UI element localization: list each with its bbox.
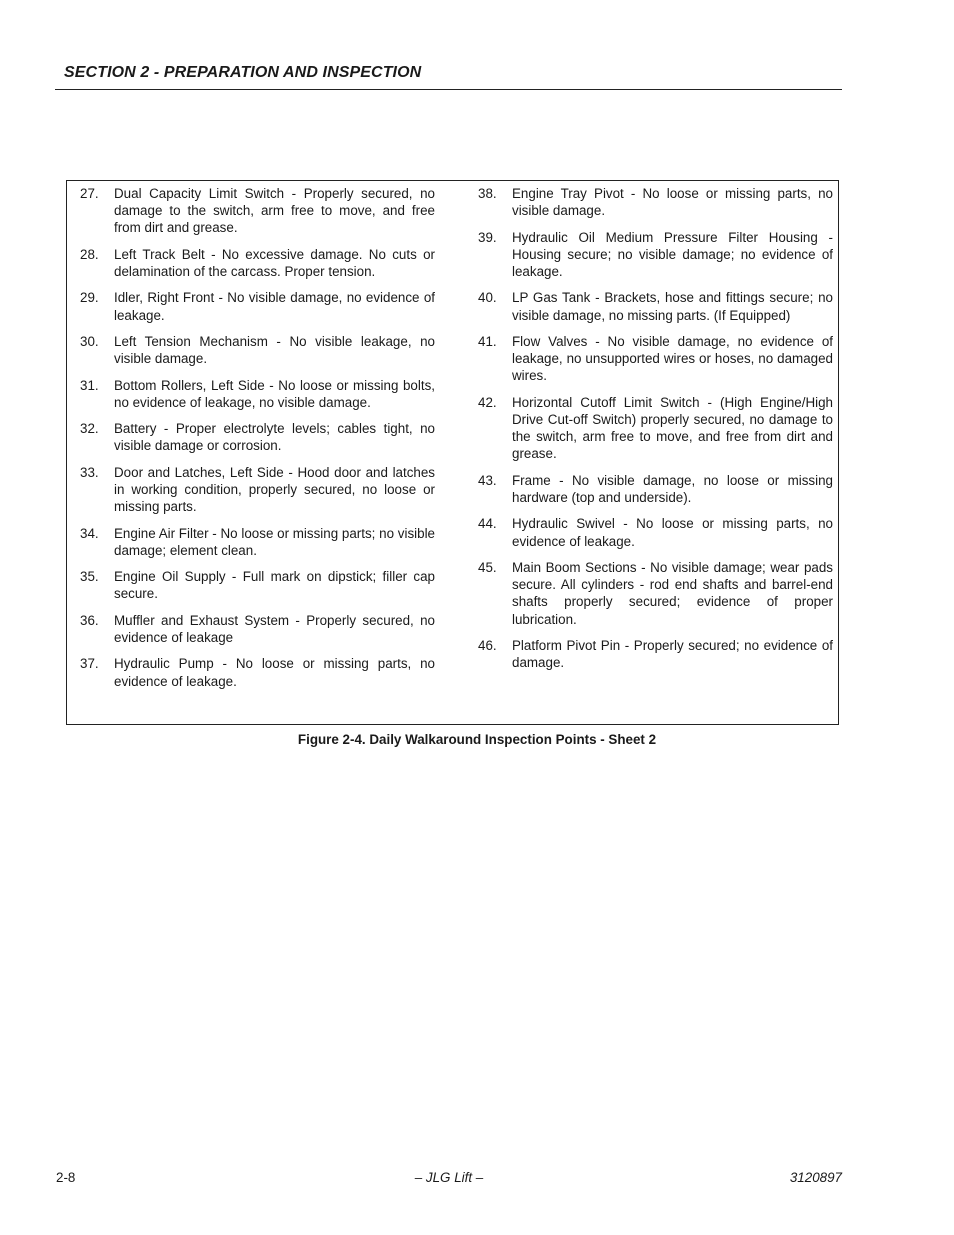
item-number: 38.	[478, 186, 497, 201]
list-item	[80, 525, 435, 559]
item-text: Battery - Proper electrolyte levels; cables tight, no visible damage or corrosion.	[114, 421, 435, 454]
list-item	[80, 464, 435, 516]
item-text: Door and Latches, Left Side - Hood door and latches in working condition, properly secured, no loose or missing parts.	[114, 464, 435, 515]
item-number: 45.	[478, 559, 497, 575]
item-text: Engine Oil Supply - Full mark on dipstick; filler cap secure.	[114, 569, 435, 602]
item-number: 29.	[80, 290, 99, 306]
item-text: Idler, Right Front - No visible damage, no evidence of leakage.	[114, 290, 435, 323]
item-number: 36.	[80, 612, 99, 628]
item-number: 46.	[478, 637, 497, 653]
list-item	[478, 472, 833, 506]
figure-caption: Figure 2-4. Daily Walkaround Inspection Points - Sheet 2	[297, 732, 657, 747]
item-number: 32.	[80, 421, 99, 437]
list-item	[478, 333, 833, 385]
item-number: 28.	[80, 246, 99, 262]
list-item	[80, 568, 435, 602]
item-number: 39.	[478, 229, 497, 245]
item-text: LP Gas Tank - Brackets, hose and fittings secure; no visible damage, no missing parts. (If Equipped)	[512, 290, 833, 323]
list-item	[80, 333, 435, 367]
list-item	[478, 185, 833, 219]
item-text: Horizontal Cutoff Limit Switch - (High Engine/High Drive Cut-off Switch) properly secured, no damage to the switch, arm free to move, and free from dirt and grease.	[512, 394, 833, 462]
list-item	[80, 377, 435, 411]
page-number: 2-8	[56, 1170, 76, 1185]
inspection-list-right	[478, 185, 833, 681]
item-number: 43.	[478, 472, 497, 488]
list-item	[478, 229, 833, 281]
item-text: Muffler and Exhaust System - Properly secured, no evidence of leakage	[114, 612, 435, 645]
section-title: SECTION 2 - PREPARATION AND INSPECTION	[64, 64, 422, 81]
list-item	[80, 655, 435, 689]
item-number: 33.	[80, 464, 99, 480]
item-text: Left Track Belt - No excessive damage. No cuts or delamination of the carcass. Proper tension.	[114, 246, 435, 279]
document-number: 3120897	[789, 1170, 842, 1185]
item-text: Main Boom Sections - No visible damage; wear pads secure. All cylinders - rod end shafts and barrel-end shafts properly secured; evidence of proper lubrication.	[512, 559, 833, 627]
list-item	[478, 559, 833, 628]
list-item	[80, 289, 435, 323]
item-number: 27.	[80, 186, 99, 201]
list-item	[80, 420, 435, 454]
list-item	[478, 637, 833, 671]
item-text: Dual Capacity Limit Switch - Properly secured, no damage to the switch, arm free to move, and free from dirt and grease.	[114, 186, 435, 236]
item-number: 35.	[80, 569, 99, 585]
list-item	[80, 612, 435, 646]
list-item	[80, 246, 435, 280]
item-number: 30.	[80, 333, 99, 349]
list-item	[478, 394, 833, 463]
item-text: Left Tension Mechanism - No visible leakage, no visible damage.	[114, 333, 435, 367]
inspection-list-left	[80, 185, 435, 699]
item-text: Platform Pivot Pin - Properly secured; no evidence of damage.	[512, 637, 833, 671]
header-divider	[55, 89, 842, 90]
item-text: Engine Air Filter - No loose or missing parts; no visible damage; element clean.	[114, 525, 435, 558]
item-number: 42.	[478, 394, 497, 410]
footer-brand: – JLG Lift –	[414, 1170, 484, 1185]
item-text: Flow Valves - No visible damage, no evidence of leakage, no unsupported wires or hoses, no damaged wires.	[512, 333, 833, 384]
item-number: 37.	[80, 656, 99, 672]
item-text: Hydraulic Swivel - No loose or missing parts, no evidence of leakage.	[512, 516, 833, 549]
list-item	[478, 515, 833, 549]
item-number: 41.	[478, 333, 497, 349]
item-text: Engine Tray Pivot - No loose or missing parts, no visible damage.	[512, 186, 833, 219]
item-number: 40.	[478, 290, 497, 306]
list-item	[478, 289, 833, 323]
item-text: Bottom Rollers, Left Side - No loose or missing bolts, no evidence of leakage, no visible damage.	[114, 377, 435, 410]
list-item	[80, 185, 435, 237]
item-text: Frame - No visible damage, no loose or missing hardware (top and underside).	[512, 472, 833, 505]
item-number: 31.	[80, 377, 99, 393]
item-text: Hydraulic Pump - No loose or missing parts, no evidence of leakage.	[114, 656, 435, 689]
item-number: 44.	[478, 516, 497, 532]
item-text: Hydraulic Oil Medium Pressure Filter Housing - Housing secure; no visible damage; no evidence of leakage.	[512, 229, 833, 279]
item-number: 34.	[80, 525, 99, 541]
